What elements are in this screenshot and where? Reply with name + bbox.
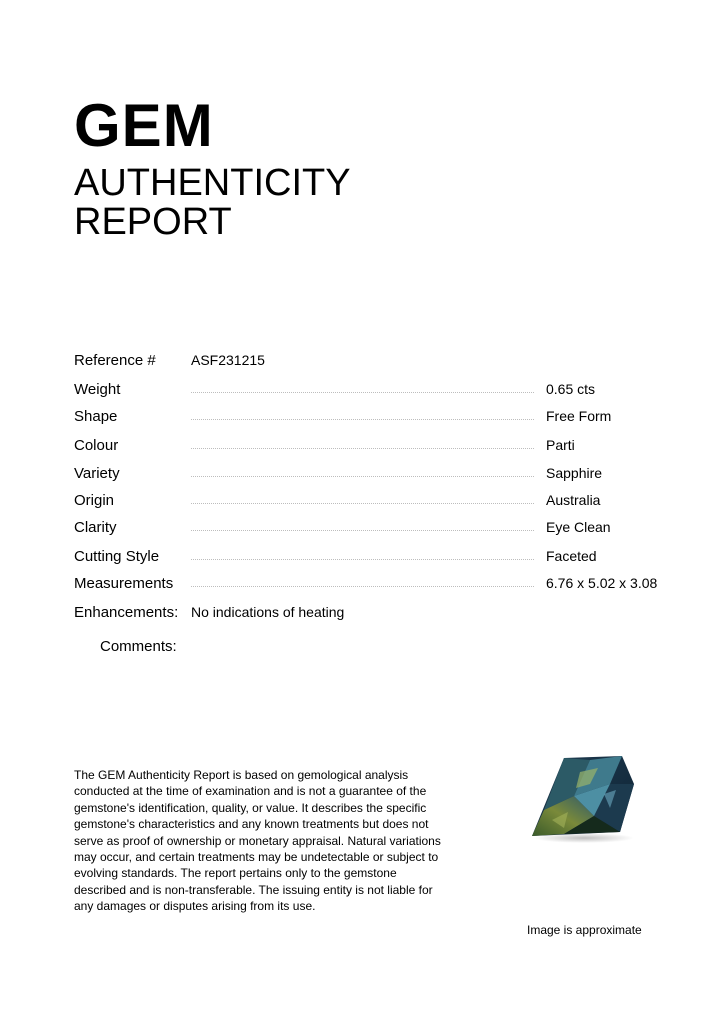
enhancements-label: Enhancements:	[74, 604, 179, 621]
spec-value: Eye Clean	[546, 519, 611, 535]
comments-label: Comments:	[100, 638, 177, 655]
report-subtitle-line1: AUTHENTICITY	[74, 162, 351, 204]
spec-label: Colour	[74, 437, 119, 454]
spec-row-clarity	[74, 519, 664, 541]
dotted-leader	[191, 448, 534, 449]
dotted-leader	[191, 392, 534, 393]
disclaimer-text: The GEM Authenticity Report is based on gemological analysis conducted at the time of examination and is not a guarantee of the gemstone's identification, quality, or value. It describes the specific gemstone's characteristics and any known treatments but does not serve as proof of ownership or monetary appraisal. Natural variations may occur, and certain treatments may be undetectable or subject to evolving standards. The report pertains only to the gemstone described and is non-transferable. The issuing entity is not liable for any damages or disputes arising from its use.	[74, 768, 441, 914]
spec-row-origin	[74, 492, 664, 514]
spec-row-shape	[74, 408, 664, 430]
dotted-leader	[191, 559, 534, 560]
spec-label: Cutting Style	[74, 548, 160, 565]
spec-value: 0.65 cts	[546, 381, 596, 397]
dotted-leader	[191, 586, 534, 587]
reference-label: Reference #	[74, 352, 156, 369]
spec-label: Measurements	[74, 575, 174, 592]
dotted-leader	[191, 476, 534, 477]
spec-label: Shape	[74, 408, 118, 425]
spec-value: 6.76 x 5.02 x 3.08	[546, 575, 658, 591]
spec-label: Clarity	[74, 519, 117, 536]
spec-label: Origin	[74, 492, 115, 509]
image-caption: Image is approximate	[527, 923, 642, 937]
report-title: GEM	[74, 92, 214, 159]
spec-value: Sapphire	[546, 465, 603, 481]
spec-value: Free Form	[546, 408, 612, 424]
spec-value: Australia	[546, 492, 601, 508]
enhancements-value: No indications of heating	[191, 604, 345, 620]
spec-label: Weight	[74, 381, 121, 398]
spec-row-variety	[74, 465, 664, 487]
spec-row-weight	[74, 381, 664, 403]
spec-value: Faceted	[546, 548, 597, 564]
dotted-leader	[191, 503, 534, 504]
enhancements-row	[74, 604, 664, 626]
dotted-leader	[191, 530, 534, 531]
gemstone-icon	[524, 750, 640, 846]
spec-row-cutting-style	[74, 548, 664, 570]
dotted-leader	[191, 419, 534, 420]
reference-row	[74, 352, 664, 374]
reference-value: ASF231215	[191, 352, 265, 368]
spec-row-measurements	[74, 575, 664, 597]
report-subtitle-line2: REPORT	[74, 201, 232, 243]
spec-value: Parti	[546, 437, 575, 453]
gemstone-image	[524, 750, 640, 846]
spec-row-colour	[74, 437, 664, 459]
spec-label: Variety	[74, 465, 120, 482]
